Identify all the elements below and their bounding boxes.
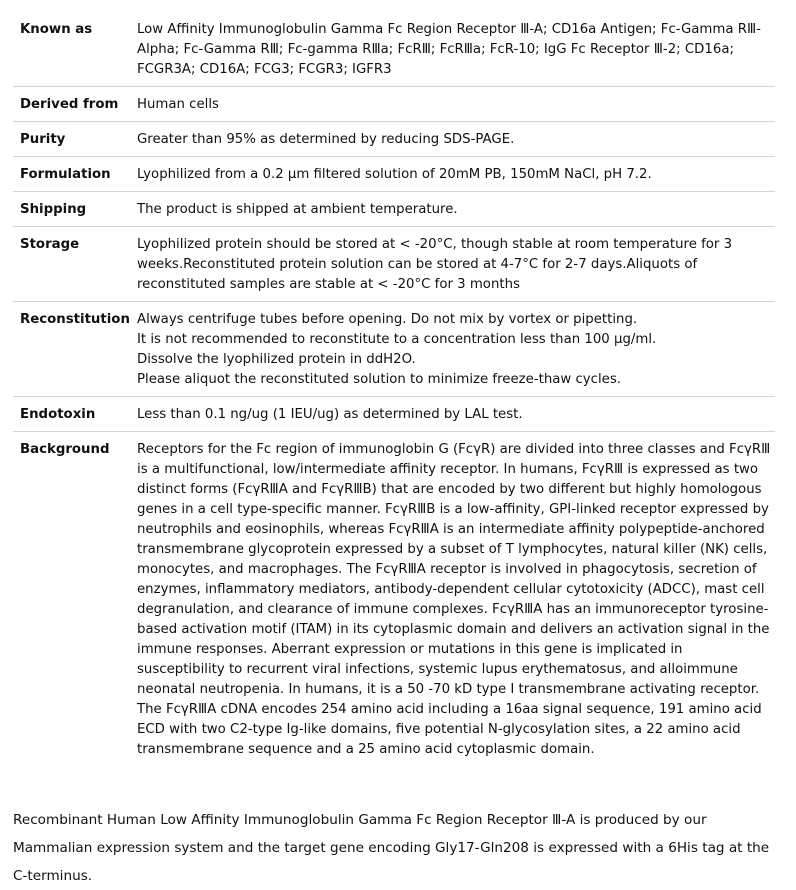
spec-value: Low Affinity Immunoglobulin Gamma Fc Region Receptor Ⅲ-A; CD16a Antigen; Fc-Gamma RⅢ-Alpha; Fc-Gamma RⅢ; Fc-gamma RⅢa; FcRⅢ; FcRⅢa; FcR-10; IgG Fc Receptor Ⅲ-2; CD16a; FCGR3A; CD16A; FCG3; FCGR3; IGFR3: [137, 13, 775, 87]
spec-value: Lyophilized protein should be stored at < -20°C, though stable at room temperature for 3 weeks.Reconstituted protein solution can be stored at 4-7°C for 2-7 days.Aliquots of reconstituted samples are stable at < -20°C for 3 months: [137, 227, 775, 302]
spec-row-derived-from: [13, 87, 775, 122]
spec-value: Less than 0.1 ng/ug (1 IEU/ug) as determined by LAL test.: [137, 397, 775, 432]
reconstitution-line: Please aliquot the reconstituted solution to minimize freeze-thaw cycles.: [137, 372, 622, 387]
spec-label: Formulation: [13, 157, 137, 192]
spec-label: Endotoxin: [13, 397, 137, 432]
spec-value: Receptors for the Fc region of immunoglobin G (FcγR) are divided into three classes and FcγRⅢ is a multifunctional, low/intermediate affinity receptor. In humans, FcγRⅢ is expressed as two distinct forms (FcγRⅢA and FcγRⅢB) that are encoded by two different but highly homologous genes in a cell type-specific manner. FcγRⅢB is a low-affinity, GPI-linked receptor expressed by neutrophils and eosinophils, whereas FcγRⅢA is an intermediate affinity polypeptide-anchored transmembrane glycoprotein expressed by a subset of T lymphocytes, natural killer (NK) cells, monocytes, and macrophages. The FcγRⅢA receptor is involved in phagocytosis, secretion of enzymes, inflammatory mediators, antibody-dependent cellular cytotoxicity (ADCC), mast cell degranulation, and clearance of immune complexes. FcγRⅢA has an immunoreceptor tyrosine-based activation motif (ITAM) in its cytoplasmic domain and delivers an activation signal in the immune responses. Aberrant expression or mutations in this gene is implicated in susceptibility to recurrent viral infections, systemic lupus erythematosus, and alloimmune neonatal neutropenia. In humans, it is a 50 -70 kD type I transmembrane activating receptor. The FcγRⅢA cDNA encodes 254 amino acid including a 16aa signal sequence, 191 amino acid ECD with two C2-type Ig-like domains, five potential N-glycosylation sites, a 22 amino acid transmembrane sequence and a 25 amino acid cytoplasmic domain.: [137, 442, 771, 757]
spec-label: Background: [20, 442, 110, 457]
spec-label: Purity: [13, 122, 137, 157]
spec-value: Lyophilized from a 0.2 μm filtered solution of 20mM PB, 150mM NaCl, pH 7.2.: [137, 157, 775, 192]
spec-label: Shipping: [13, 192, 137, 227]
reconstitution-line: Dissolve the lyophilized protein in ddH2O.: [137, 352, 416, 367]
spec-row-shipping: [13, 192, 775, 227]
spec-row-known-as: [13, 13, 775, 87]
spec-row-endotoxin: [13, 397, 775, 432]
spec-row-formulation: [13, 157, 775, 192]
spec-row-storage: [13, 227, 775, 302]
spec-label: Storage: [13, 227, 137, 302]
reconstitution-line: It is not recommended to reconstitute to a concentration less than 100 μg/ml.: [137, 332, 657, 347]
spec-label: Derived from: [13, 87, 137, 122]
product-spec-table: [13, 13, 775, 766]
spec-value: Greater than 95% as determined by reducing SDS-PAGE.: [137, 122, 775, 157]
spec-row-background: [13, 432, 775, 767]
spec-value: Human cells: [137, 87, 775, 122]
product-summary-paragraph: Recombinant Human Low Affinity Immunoglobulin Gamma Fc Region Receptor Ⅲ-A is produced by our Mammalian expression system and the target gene encoding Gly17-Gln208 is expressed with a 6His tag at the C-terminus.: [13, 812, 770, 884]
spec-value: The product is shipped at ambient temperature.: [137, 192, 775, 227]
reconstitution-line: Always centrifuge tubes before opening. Do not mix by vortex or pipetting.: [137, 312, 638, 327]
spec-row-reconstitution: [13, 302, 775, 397]
spec-row-purity: [13, 122, 775, 157]
spec-label: Reconstitution: [13, 302, 137, 397]
spec-label: Known as: [13, 13, 137, 87]
spec-value: [137, 302, 775, 397]
